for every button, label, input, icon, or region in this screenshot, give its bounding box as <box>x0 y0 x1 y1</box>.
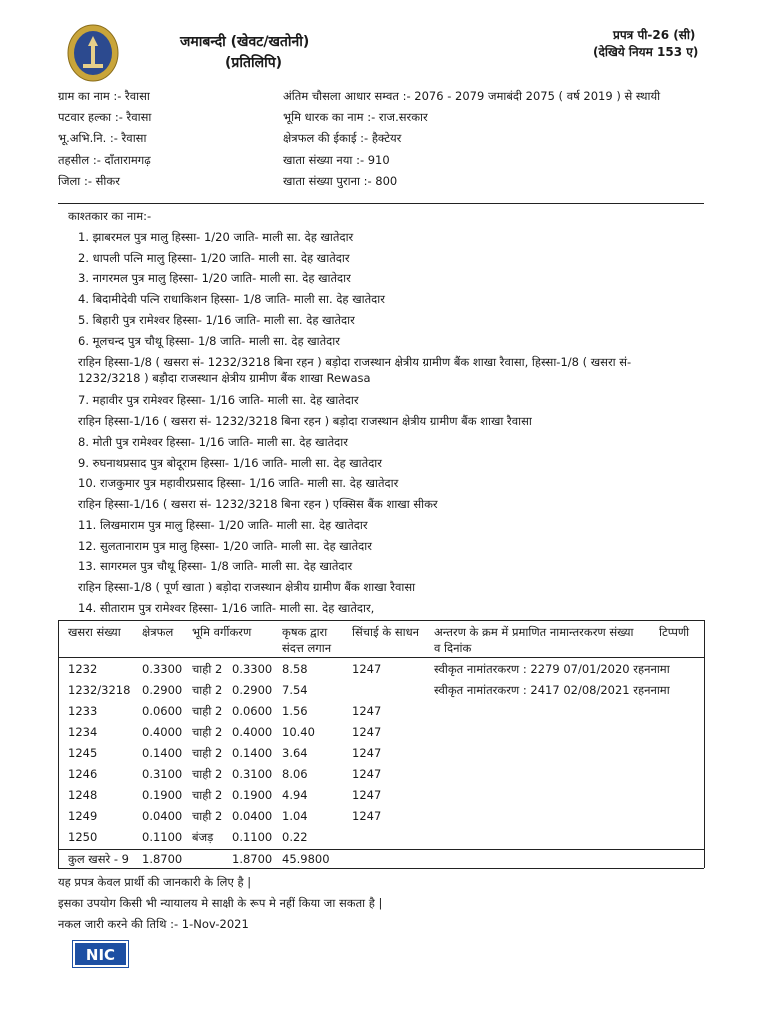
tehsil: तहसील :- दाँतारामगढ़ <box>58 153 151 167</box>
total-label: कुल खसरे - 9 <box>68 852 129 866</box>
disclaimer-info: यह प्रपत्र केवल प्रार्थी की जानकारी के लिए है | <box>58 875 252 889</box>
mutation-entry: स्वीकृत नामांतरकरण : 2279 07/01/2020 रहननामा <box>434 662 670 676</box>
mortgage-line: राहिन हिस्सा-1/16 ( खसरा सं- 1232/3218 बिना रहन ) बड़ोदा राजस्थान क्षेत्रीय ग्रामीण बैंक शाखा रैवासा <box>78 414 532 428</box>
mortgage-line: राहिन हिस्सा-1/16 ( खसरा सं- 1232/3218 बिना रहन ) एक्सिस बैंक शाखा सीकर <box>78 497 438 511</box>
owner-line: 10. राजकुमार पुत्र महावीरप्रसाद हिस्सा- 1/16 जाति- माली सा. देह खातेदार <box>78 476 399 490</box>
disclaimer-court: इसका उपयोग किसी भी न्यायालय मे साक्षी के रूप मे नहीं किया जा सकता है | <box>58 896 383 910</box>
rent-value: 7.54 <box>282 683 308 697</box>
area-value: 0.3300 <box>142 662 183 676</box>
table-left-border <box>58 620 59 868</box>
area-value: 0.1900 <box>142 788 183 802</box>
table-right-border <box>704 620 705 868</box>
khasra-number: 1232 <box>68 662 98 676</box>
village-name: ग्राम का नाम :- रैवासा <box>58 89 150 103</box>
document-subtitle: (प्रतिलिपि) <box>225 55 283 71</box>
rent-value: 3.64 <box>282 746 308 760</box>
irrigation-value: 1247 <box>352 767 382 781</box>
class-area: 0.2900 <box>232 683 273 697</box>
rent-value: 10.40 <box>282 725 315 739</box>
owner-line: 4. बिदामीदेवी पत्नि राधाकिशन हिस्सा- 1/8 जाति- माली सा. देह खातेदार <box>78 292 385 306</box>
owner-line: 3. नागरमल पुत्र मालु हिस्सा- 1/20 जाति- माली सा. देह खातेदार <box>78 271 351 285</box>
class-area: 0.4000 <box>232 725 273 739</box>
class-area: 0.1900 <box>232 788 273 802</box>
area-unit: क्षेत्रफल की ईकाई :- हैक्टेयर <box>283 131 402 145</box>
nic-logo <box>72 940 129 968</box>
owner-line: 7. महावीर पुत्र रामेश्वर हिस्सा- 1/16 जाति- माली सा. देह खातेदार <box>78 393 359 407</box>
settlement-basis: अंतिम चौसला आधार सम्वत :- 2076 - 2079 जमाबंदी 2075 ( वर्ष 2019 ) से स्थायी <box>283 89 661 103</box>
class-area: 0.0600 <box>232 704 273 718</box>
table-top-border <box>58 620 704 621</box>
land-holder: भूमि धारक का नाम :- राज.सरकार <box>283 110 428 124</box>
land-class: बंजड़ <box>192 830 214 844</box>
class-area: 0.3100 <box>232 767 273 781</box>
rent-value: 4.94 <box>282 788 308 802</box>
header-area: क्षेत्रफल <box>142 625 174 639</box>
khasra-number: 1246 <box>68 767 98 781</box>
land-class: चाही 2 <box>192 767 223 781</box>
land-class: चाही 2 <box>192 788 223 802</box>
header-remarks: टिप्पणी <box>659 625 690 639</box>
table-total-border <box>58 849 704 850</box>
irrigation-value: 1247 <box>352 809 382 823</box>
total-rent: 45.9800 <box>282 852 330 866</box>
khasra-number: 1249 <box>68 809 98 823</box>
header-khasra: खसरा संख्या <box>68 625 121 639</box>
land-class: चाही 2 <box>192 725 223 739</box>
form-rule: (देखिये नियम 153 ए) <box>593 45 699 59</box>
form-number: प्रपत्र पी-26 (सी) <box>613 28 696 42</box>
khasra-number: 1232/3218 <box>68 683 131 697</box>
class-area: 0.3300 <box>232 662 273 676</box>
land-class: चाही 2 <box>192 683 223 697</box>
area-value: 0.0600 <box>142 704 183 718</box>
header-irrigation: सिंचाई के साधन <box>352 625 420 639</box>
owner-line: 5. बिहारी पुत्र रामेश्वर हिस्सा- 1/16 जाति- माली सा. देह खातेदार <box>78 313 355 327</box>
mutation-entry: स्वीकृत नामांतरकरण : 2417 02/08/2021 रहननामा <box>434 683 670 697</box>
khasra-number: 1233 <box>68 704 98 718</box>
rent-value: 8.06 <box>282 767 308 781</box>
header-classification: भूमि वर्गीकरण <box>192 625 252 639</box>
new-account-number: खाता संख्या नया :- 910 <box>283 153 390 167</box>
total-area: 1.8700 <box>142 852 183 866</box>
irrigation-value: 1247 <box>352 788 382 802</box>
area-value: 0.4000 <box>142 725 183 739</box>
khasra-number: 1248 <box>68 788 98 802</box>
table-header-border <box>58 657 704 658</box>
issue-date: नकल जारी करने की तिथि :- 1-Nov-2021 <box>58 917 249 931</box>
owner-line: 11. लिखमाराम पुत्र मालु हिस्सा- 1/20 जाति- माली सा. देह खातेदार <box>78 518 368 532</box>
owner-line: 6. मूलचन्द पुत्र चौथू हिस्सा- 1/8 जाति- माली सा. देह खातेदार <box>78 334 340 348</box>
land-record-inspector: भू.अभि.नि. :- रैवासा <box>58 131 147 145</box>
class-area: 0.1100 <box>232 830 273 844</box>
owner-line: 8. मोती पुत्र रामेश्वर हिस्सा- 1/16 जाति- माली सा. देह खातेदार <box>78 435 348 449</box>
owner-line: 12. सुलतानाराम पुत्र मालु हिस्सा- 1/20 जाति- माली सा. देह खातेदार <box>78 539 372 553</box>
document-title: जमाबन्दी (खेवट/खतोनी) <box>180 34 310 50</box>
irrigation-value: 1247 <box>352 725 382 739</box>
area-value: 0.1100 <box>142 830 183 844</box>
class-area: 0.0400 <box>232 809 273 823</box>
mortgage-line: राहिन हिस्सा-1/8 ( खसरा सं- 1232/3218 बिना रहन ) बड़ोदा राजस्थान क्षेत्रीय ग्रामीण बैंक शाखा रैवासा, हिस्सा-1/8 ( खसरा सं- 1232/3218 ) बड़ौदा राजस्थान क्षेत्रीय ग्रामीण बैंक शाखा Rewasa <box>78 355 632 385</box>
irrigation-value: 1247 <box>352 662 382 676</box>
table-bottom-border <box>58 868 704 869</box>
owner-line: 1. झाबरमल पुत्र मालु हिस्सा- 1/20 जाति- माली सा. देह खातेदार <box>78 230 354 244</box>
rent-value: 0.22 <box>282 830 308 844</box>
area-value: 0.3100 <box>142 767 183 781</box>
land-class: चाही 2 <box>192 809 223 823</box>
owner-line: 9. रुघनाथप्रसाद पुत्र बोदूराम हिस्सा- 1/16 जाति- माली सा. देह खातेदार <box>78 456 382 470</box>
rent-value: 1.04 <box>282 809 308 823</box>
header-mutation: अन्तरण के क्रम में प्रमाणित नामान्तरकरण संख्या व दिनांक <box>434 625 634 655</box>
nic-logo-text: NIC <box>85 946 116 964</box>
patwar-halka: पटवार हल्का :- रैवासा <box>58 110 152 124</box>
total-class-area: 1.8700 <box>232 852 273 866</box>
owner-line: 13. सागरमल पुत्र चौथू हिस्सा- 1/8 जाति- माली सा. देह खातेदार <box>78 559 353 573</box>
mortgage-line: राहिन हिस्सा-1/8 ( पूर्ण खाता ) बड़ोदा राजस्थान क्षेत्रीय ग्रामीण बैंक शाखा रैवासा <box>78 580 416 594</box>
land-class: चाही 2 <box>192 746 223 760</box>
owner-line: 2. धापली पत्नि मालु हिस्सा- 1/20 जाति- माली सा. देह खातेदार <box>78 251 350 265</box>
khasra-number: 1250 <box>68 830 98 844</box>
area-value: 0.2900 <box>142 683 183 697</box>
class-area: 0.1400 <box>232 746 273 760</box>
irrigation-value: 1247 <box>352 704 382 718</box>
district: जिला :- सीकर <box>58 174 120 188</box>
rent-value: 8.58 <box>282 662 308 676</box>
rent-value: 1.56 <box>282 704 308 718</box>
owners-label: काश्तकार का नाम:- <box>68 209 152 223</box>
khasra-number: 1234 <box>68 725 98 739</box>
government-seal <box>67 24 119 82</box>
area-value: 0.0400 <box>142 809 183 823</box>
divider <box>58 203 704 204</box>
header-rent: कृषक द्वारा संदत्त लगान <box>282 625 332 655</box>
irrigation-value: 1247 <box>352 746 382 760</box>
land-class: चाही 2 <box>192 704 223 718</box>
old-account-number: खाता संख्या पुराना :- 800 <box>283 174 398 188</box>
land-class: चाही 2 <box>192 662 223 676</box>
area-value: 0.1400 <box>142 746 183 760</box>
owner-line: 14. सीताराम पुत्र रामेश्वर हिस्सा- 1/16 जाति- माली सा. देह खातेदार, <box>78 601 375 615</box>
khasra-number: 1245 <box>68 746 98 760</box>
